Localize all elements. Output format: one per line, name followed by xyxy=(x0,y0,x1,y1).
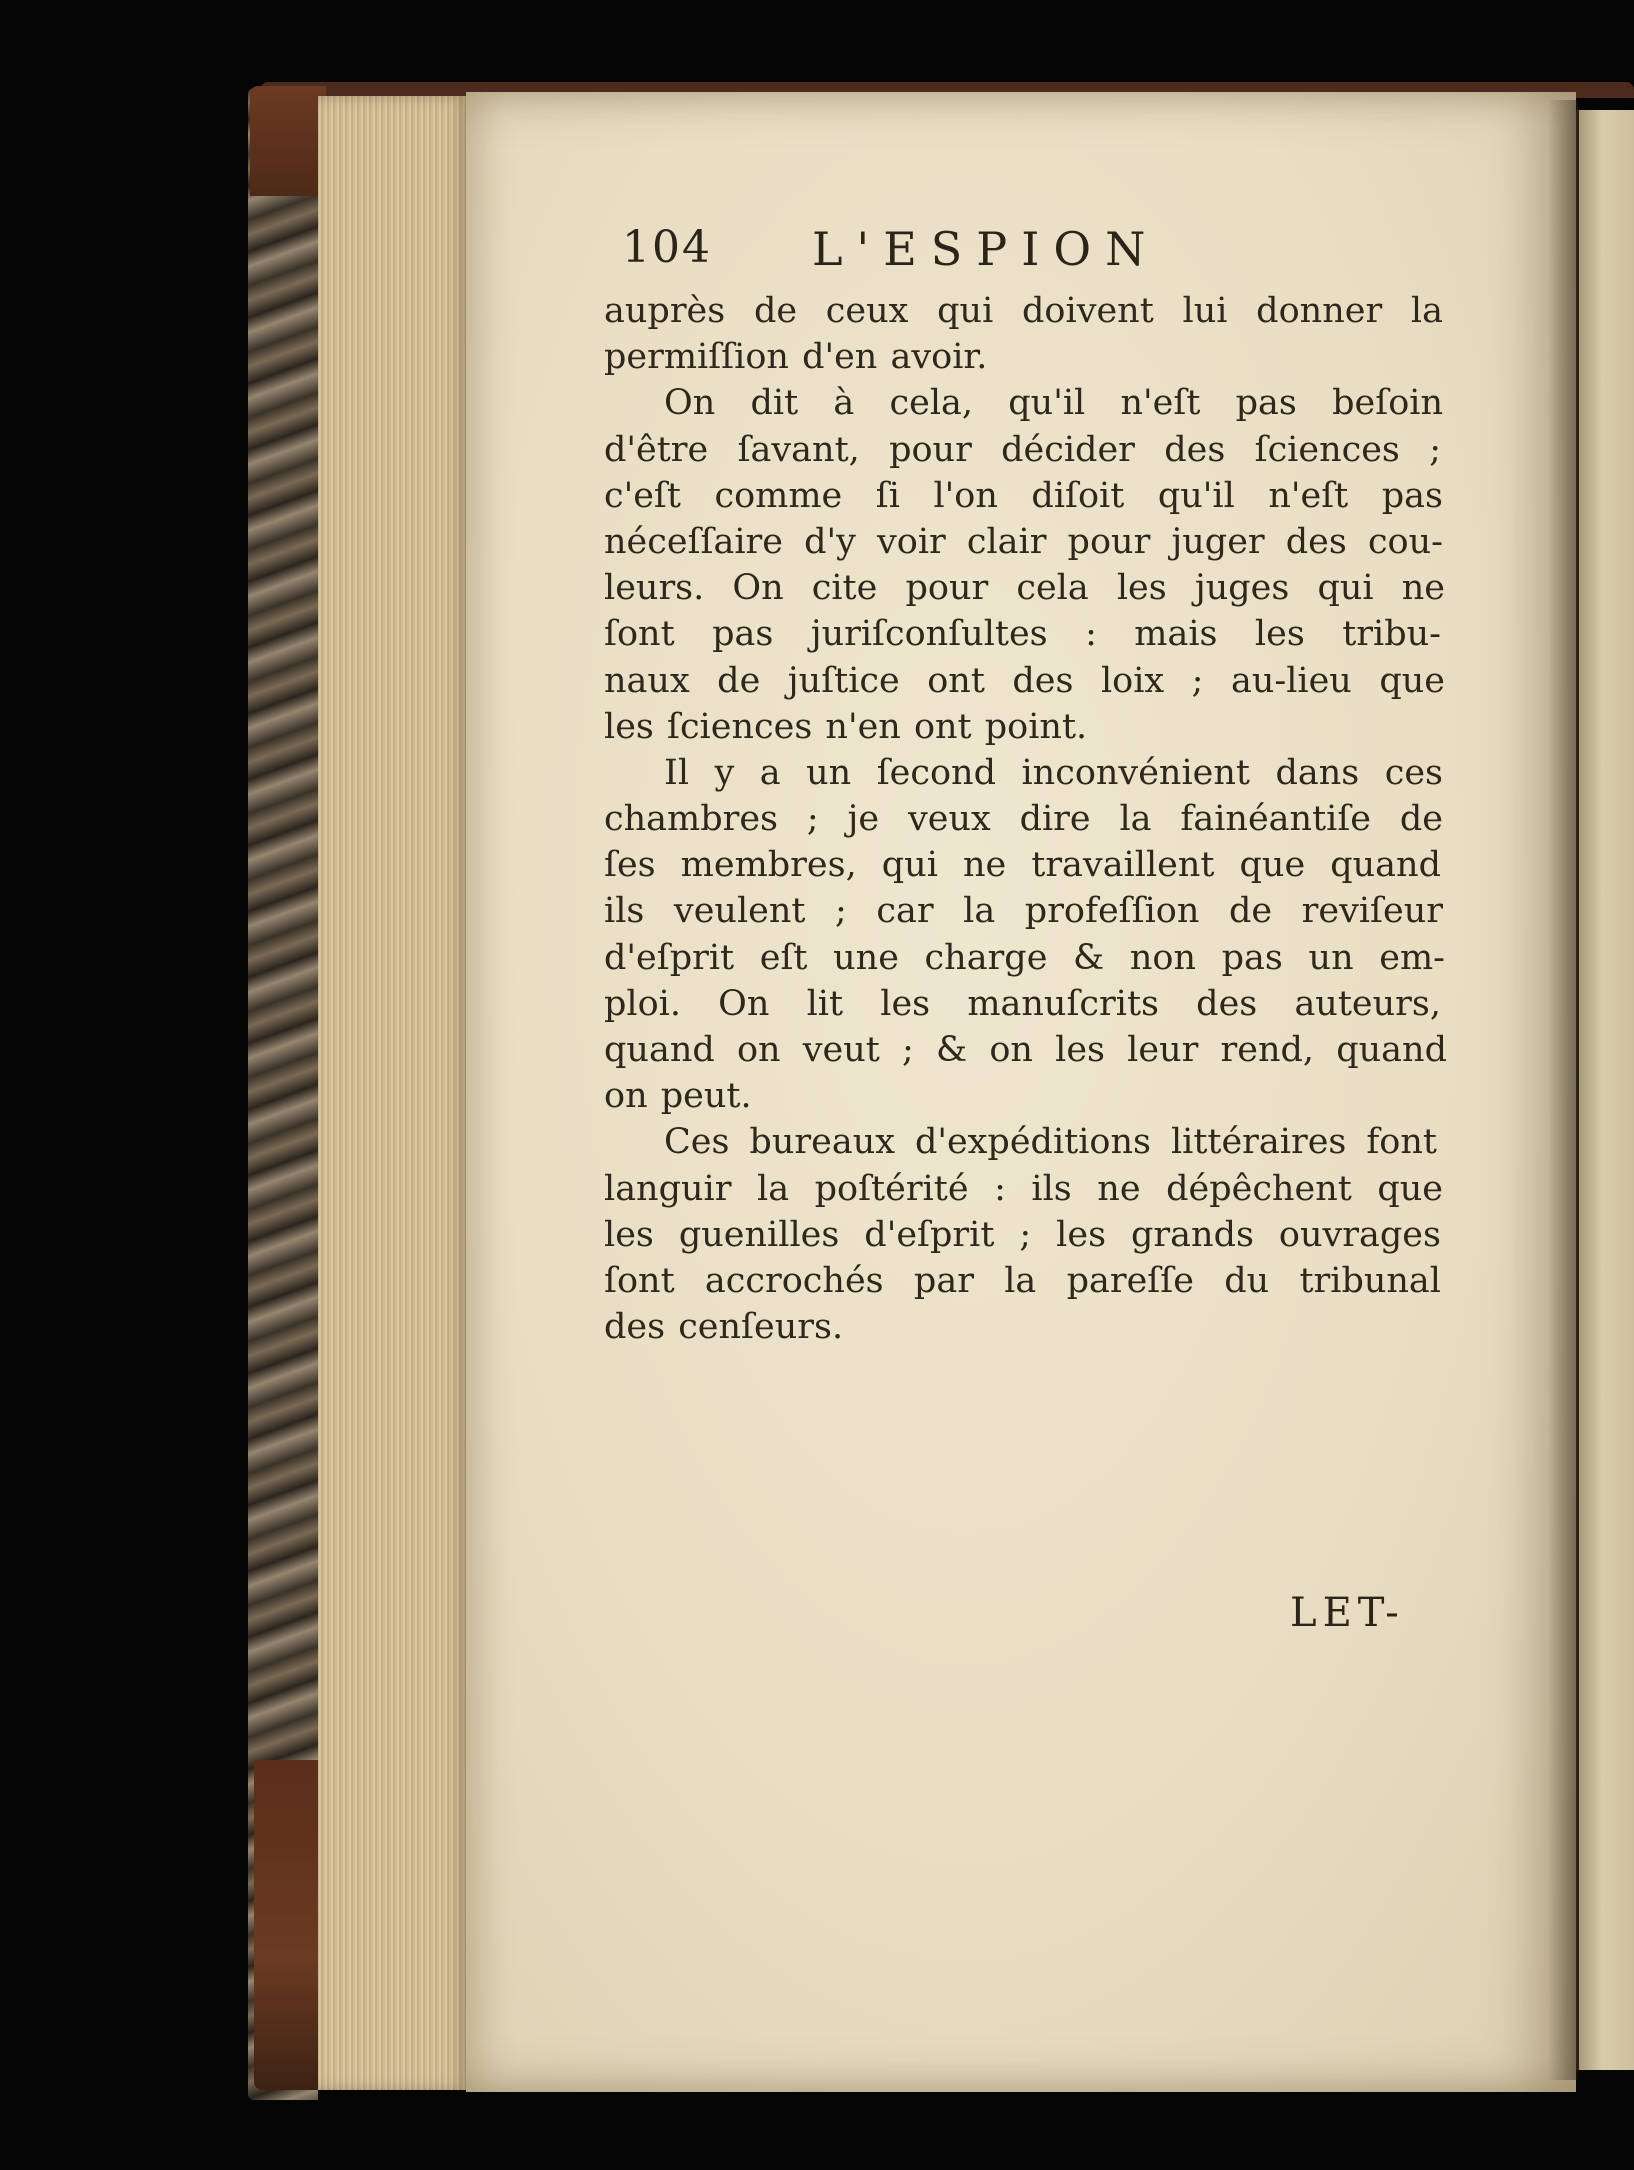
text-line: ſont pas juriſconſultes : mais les tribu- xyxy=(604,614,1441,655)
text-line: des cenſeurs. xyxy=(604,1307,844,1348)
page-gutter-shadow xyxy=(1548,100,1578,2080)
text-line: ſont accrochés par la pareſſe du tribunal xyxy=(604,1260,1441,1301)
text-line: chambres ; je veux dire la fainéantiſe de xyxy=(604,799,1443,840)
text-line: d'eſprit eſt une charge & non pas un em- xyxy=(604,937,1445,978)
text-line: On dit à cela, qu'il n'eſt pas beſoin xyxy=(664,383,1443,424)
leather-corner-top xyxy=(250,86,326,196)
text-line: on peut. xyxy=(604,1076,752,1117)
text-line: c'eſt comme ſi l'on diſoit qu'il n'eſt pas xyxy=(604,475,1443,516)
text-line: languir la poſtérité : ils ne dépêchent que xyxy=(604,1168,1443,1209)
text-line: quand on veut ; & on les leur rend, quand xyxy=(604,1030,1447,1070)
leather-corner-bottom xyxy=(254,1760,322,2090)
text-line: leurs. On cite pour cela les juges qui ne xyxy=(604,568,1445,609)
text-line: permiſſion d'en avoir. xyxy=(604,337,988,378)
text-line: d'être ſavant, pour décider des ſciences ; xyxy=(604,429,1441,470)
text-line: Il y a un ſecond inconvénient dans ces xyxy=(664,752,1443,793)
text-line: Ces bureaux d'expéditions littéraires font xyxy=(664,1122,1437,1163)
text-line: auprès de ceux qui doivent lui donner la xyxy=(604,291,1443,331)
running-title: L'ESPION xyxy=(812,222,1160,276)
page-edges xyxy=(318,96,468,2090)
text-line: ils veulent ; car la profeſſion de reviſeur xyxy=(604,891,1443,932)
text-line: néceſſaire d'y voir clair pour juger des cou- xyxy=(604,521,1443,562)
text-line: ploi. On lit les manuſcrits des auteurs, xyxy=(604,983,1441,1024)
page-number: 104 xyxy=(622,222,712,273)
text-line: naux de juſtice ont des loix ; au-lieu que xyxy=(604,660,1445,701)
catchword: LET- xyxy=(1290,1590,1405,1636)
running-head xyxy=(622,222,1262,282)
text-line: les guenilles d'eſprit ; les grands ouvrages xyxy=(604,1214,1441,1255)
facing-page xyxy=(1576,110,1634,2070)
text-line: les ſciences n'en ont point. xyxy=(604,706,1088,747)
text-line: ſes membres, qui ne travaillent que quand xyxy=(604,845,1441,886)
body-text xyxy=(604,288,1447,1350)
